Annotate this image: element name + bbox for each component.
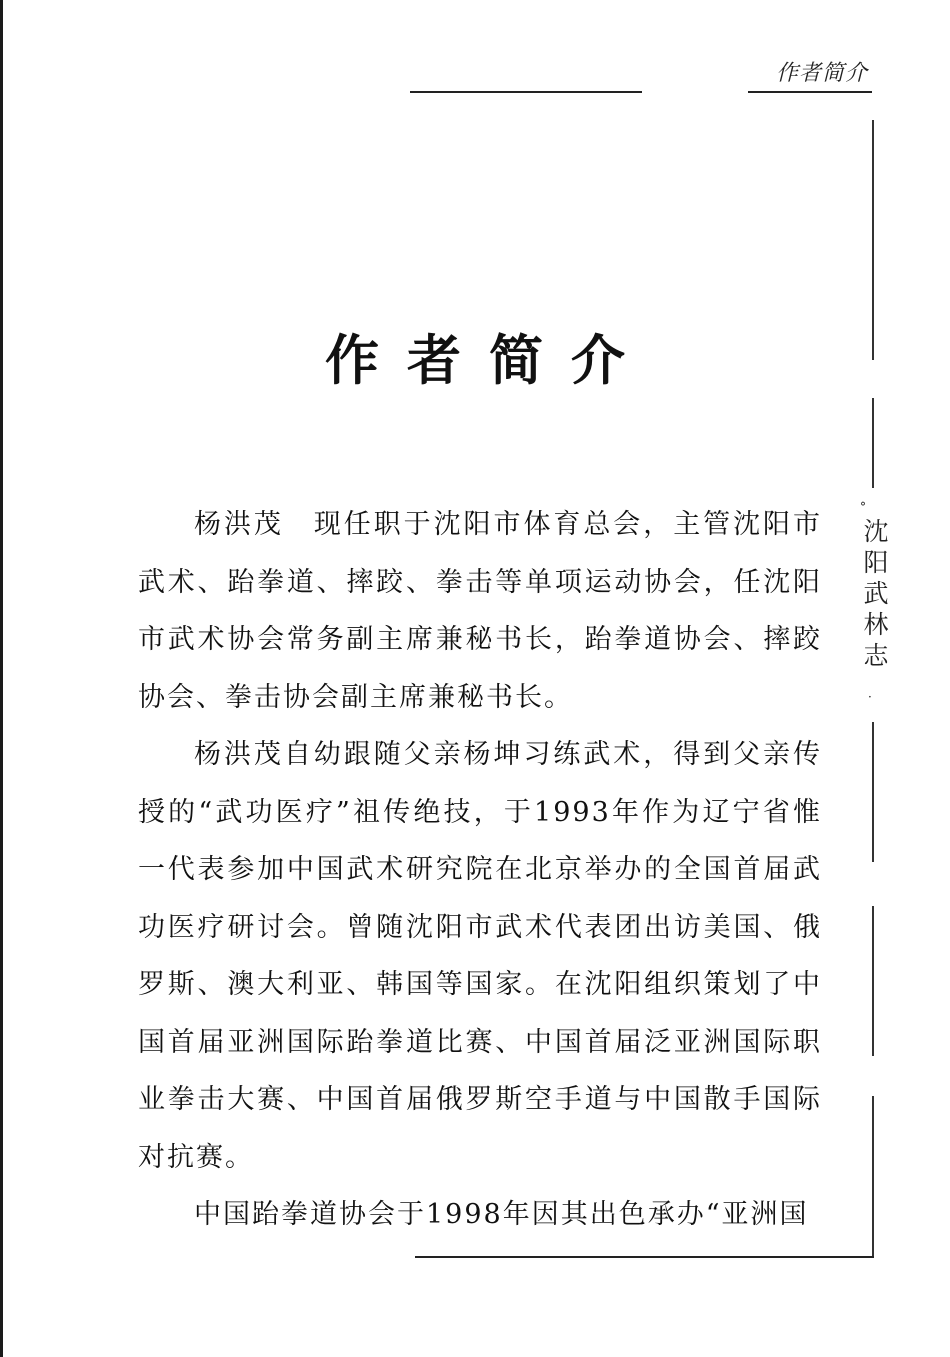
side-book-title: 沈阳武林志 [860, 518, 889, 673]
page-binding-edge [0, 0, 3, 1357]
article-body [138, 496, 822, 1244]
side-label-mark-bottom: · [868, 690, 872, 704]
header-rule-right [748, 91, 872, 93]
paragraph-1 [138, 496, 822, 726]
margin-rule-bottom [872, 1096, 874, 1256]
author-name: 杨洪茂 [194, 509, 284, 540]
paragraph-3: 中国跆拳道协会于1998年因其出色承办“亚洲国 [194, 1199, 809, 1230]
side-label-mark-top: ° [860, 500, 866, 514]
footer-rule [415, 1256, 874, 1258]
paragraph-1-text: 现任职于沈阳市体育总会，主管沈阳市武术、跆拳道、摔跤、拳击等单项运动协会，任沈阳市武术协会常务副主席兼秘书长，跆拳道协会、摔跤协会、拳击协会副主席兼秘书长。 [138, 509, 823, 713]
margin-rule-lower [872, 906, 874, 1056]
page-title: 作者简介 [325, 329, 653, 393]
margin-rule-upper [872, 398, 874, 488]
margin-rule-middle [872, 722, 874, 862]
running-head: 作者简介 [776, 61, 869, 86]
paragraph-2: 杨洪茂自幼跟随父亲杨坤习练武术，得到父亲传授的“武功医疗”祖传绝技，于1993年作为辽宁省惟一代表参加中国武术研究院在北京举办的全国首届武功医疗研讨会。曾随沈阳市武术代表团出访美国、俄罗斯、澳大利亚、韩国等国家。在沈阳组织策划了中国首届亚洲国际跆拳道比赛、中国首届泛亚洲国际职业拳击大赛、中国首届俄罗斯空手道与中国散手国际对抗赛。 [138, 739, 822, 1173]
header-rule [410, 91, 642, 93]
